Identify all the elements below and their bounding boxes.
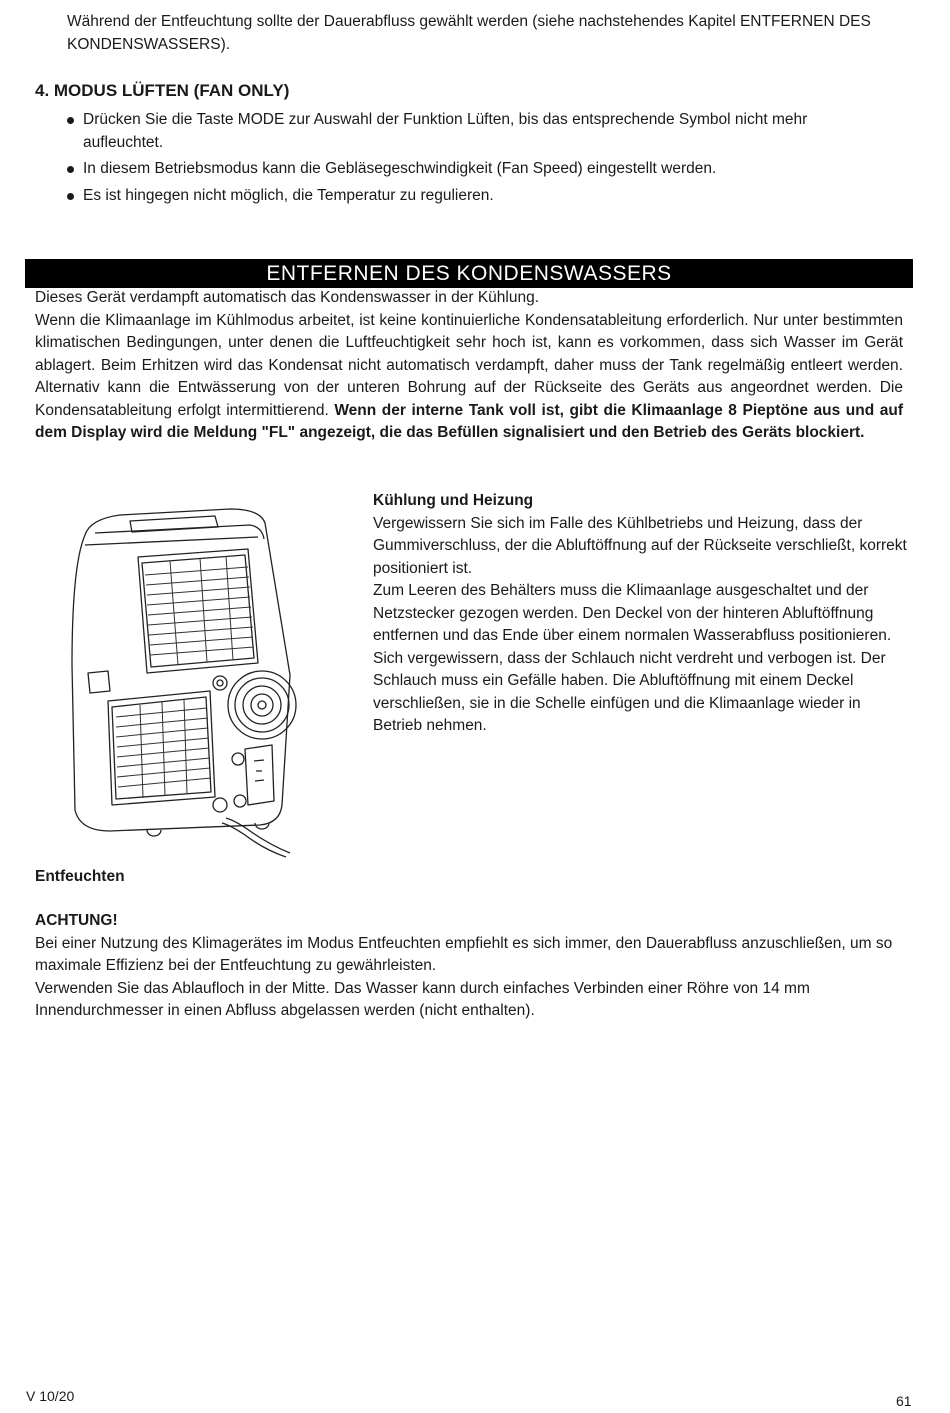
fan-mode-heading: 4. MODUS LÜFTEN (FAN ONLY)	[35, 81, 290, 100]
page-number: 61	[896, 1393, 912, 1409]
dehumidify-paragraph-2: Verwenden Sie das Ablaufloch in der Mitte. Das Wasser kann durch einfaches Verbinden einer Röhre von 14 mm Innendurchmesser in einen Abfluss abgelassen werden (nicht enthalten).	[35, 979, 810, 1019]
dehumidify-heading: Entfeuchten	[35, 868, 125, 885]
condensate-paragraph	[35, 310, 903, 445]
list-item: In diesem Betriebsmodus kann die Gebläsegeschwindigkeit (Fan Speed) eingestellt werden.	[67, 158, 867, 181]
cooling-heating-paragraph-1: Vergewissern Sie sich im Falle des Kühlbetriebs und Heizung, dass der Gummiverschluss, der die Abluftöffnung auf der Rückseite verschließt, korrekt positioniert ist.	[373, 514, 907, 577]
version-label: V 10/20	[26, 1388, 75, 1404]
list-item: Drücken Sie die Taste MODE zur Auswahl der Funktion Lüften, bis das entsprechende Symbol nicht mehr aufleuchtet.	[67, 109, 867, 154]
condensate-section	[35, 287, 903, 445]
section-banner: ENTFERNEN DES KONDENSWASSERS	[25, 259, 913, 288]
list-item: Es ist hingegen nicht möglich, die Temperatur zu regulieren.	[67, 185, 867, 208]
air-conditioner-illustration	[50, 505, 355, 865]
condensate-intro-line: Dieses Gerät verdampft automatisch das Kondenswasser in der Kühlung.	[35, 289, 540, 306]
cooling-heating-paragraph-2: Zum Leeren des Behälters muss die Klimaanlage ausgeschaltet und der Netzstecker gezogen werden. Den Deckel von der hinteren Abluftöffnung entfernen und das Ende über einem normalen Wasserabfluss positionieren.	[373, 582, 892, 644]
cooling-heating-paragraph-3: Sich vergewissern, dass der Schlauch nicht verdreht und verbogen ist. Der Schlauch muss ein Gefälle haben. Die Abluftöffnung mit einem Deckel verschließen, sie in die Schelle einfügen und die Klimaanlage wieder in Betrieb nehmen.	[373, 649, 886, 734]
condensate-warning-text: Wenn der interne Tank voll ist, gibt die Klimaanlage 8 Pieptöne aus und auf dem Display wird die Meldung "FL" angezeigt, die das Befüllen signalisiert und den Betrieb des Geräts blockiert.	[35, 401, 903, 441]
air-conditioner-rear-icon	[50, 505, 355, 865]
intro-paragraph: Während der Entfeuchtung sollte der Dauerabfluss gewählt werden (siehe nachstehendes Kapitel ENTFERNEN DES KONDENSWASSERS).	[67, 13, 871, 53]
warning-label: ACHTUNG!	[35, 912, 118, 929]
cooling-heating-heading: Kühlung und Heizung	[373, 492, 534, 509]
cooling-heating-section	[373, 490, 913, 738]
dehumidify-paragraph-1: Bei einer Nutzung des Klimagerätes im Modus Entfeuchten empfiehlt es sich immer, den Dauerabfluss anzuschließen, um so maximale Effizienz bei der Entfeuchtung zu gewährleisten.	[35, 934, 893, 974]
condensate-text: Wenn die Klimaanlage im Kühlmodus arbeitet, ist keine kontinuierliche Kondensatableitung erforderlich. Nur unter bestimmten klimatischen Bedingungen, unter denen die Luftfeuchtigkeit sehr hoch ist, kann es vorkommen, dass sich Wasser im Gerät ablagert. Beim Erhitzen wird das Kondensat nicht automatisch verdampft, daher muss der Tank regelmäßig entleert werden. Alternativ kann die Entwässerung von der unteren Bohrung auf der Rückseite des Geräts aus angeordnet werden. Die Kondensatableitung erfolgt intermittierend.	[35, 311, 903, 419]
dehumidify-section	[35, 910, 915, 1023]
fan-mode-bullet-list	[67, 109, 867, 211]
